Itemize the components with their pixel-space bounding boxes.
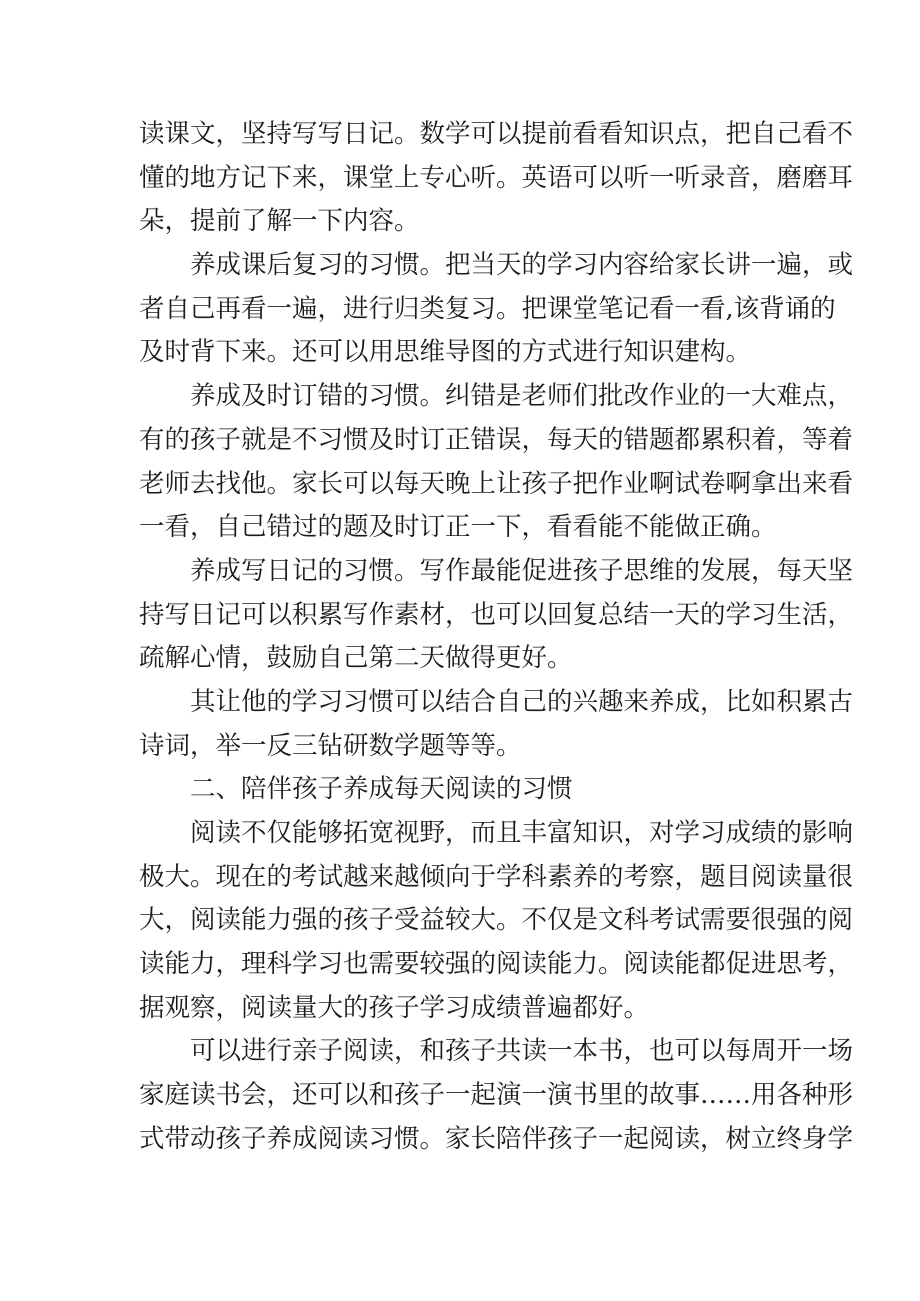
text-line: 大，阅读能力强的孩子受益较大。不仅是文科考试需要很强的阅 xyxy=(139,905,854,936)
text-line: 极大。现在的考试越来越倾向于学科素养的考察，题目阅读量很 xyxy=(139,861,854,892)
text-line: 者自己再看一遍，进行归类复习。把课堂笔记看一看,该背诵的 xyxy=(139,293,836,324)
text-line: 有的孩子就是不习惯及时订正错误，每天的错题都累积着，等着 xyxy=(139,424,854,455)
section-heading: 二、陪伴孩子养成每天阅读的习惯 xyxy=(190,774,573,805)
text-line: 持写日记可以积累写作素材，也可以回复总结一天的学习生活， xyxy=(139,599,854,630)
paragraph-start-line: 养成课后复习的习惯。把当天的学习内容给家长讲一遍，或 xyxy=(190,250,854,281)
text-line: 式带动孩子养成阅读习惯。家长陪伴孩子一起阅读，树立终身学 xyxy=(139,1123,854,1154)
text-line: 老师去找他。家长可以每天晚上让孩子把作业啊试卷啊拿出来看 xyxy=(139,468,854,499)
text-line: 读课文，坚持写写日记。数学可以提前看看知识点，把自己看不 xyxy=(139,119,854,149)
paragraph-start-line: 其让他的学习习惯可以结合自己的兴趣来养成，比如积累古 xyxy=(190,686,854,717)
paragraph-start-line: 养成写日记的习惯。写作最能促进孩子思维的发展，每天坚 xyxy=(190,555,854,586)
paragraph-start-line: 养成及时订错的习惯。纠错是老师们批改作业的一大难点， xyxy=(190,381,854,412)
text-line: 读能力，理科学习也需要较强的阅读能力。阅读能都促进思考， xyxy=(139,949,854,980)
paragraph-start-line: 可以进行亲子阅读，和孩子共读一本书，也可以每周开一场 xyxy=(190,1036,854,1067)
text-line: 诗词，举一反三钻研数学题等等。 xyxy=(139,730,522,761)
text-line: 及时背下来。还可以用思维导图的方式进行知识建构。 xyxy=(139,337,752,368)
text-line: 朵，提前了解一下内容。 xyxy=(139,206,420,237)
text-line: 一看，自己错过的题及时订正一下，看看能不能做正确。 xyxy=(139,512,777,543)
text-line: 疏解心情，鼓励自己第二天做得更好。 xyxy=(139,643,573,674)
text-line: 懂的地方记下来，课堂上专心听。英语可以听一听录音，磨磨耳 xyxy=(139,162,854,193)
text-line: 据观察，阅读量大的孩子学习成绩普遍都好。 xyxy=(139,992,650,1023)
text-line: 家庭读书会，还可以和孩子一起演一演书里的故事……用各种形 xyxy=(139,1080,854,1111)
document-body xyxy=(139,113,854,1162)
paragraph-start-line: 阅读不仅能够拓宽视野，而且丰富知识，对学习成绩的影响 xyxy=(190,818,854,848)
